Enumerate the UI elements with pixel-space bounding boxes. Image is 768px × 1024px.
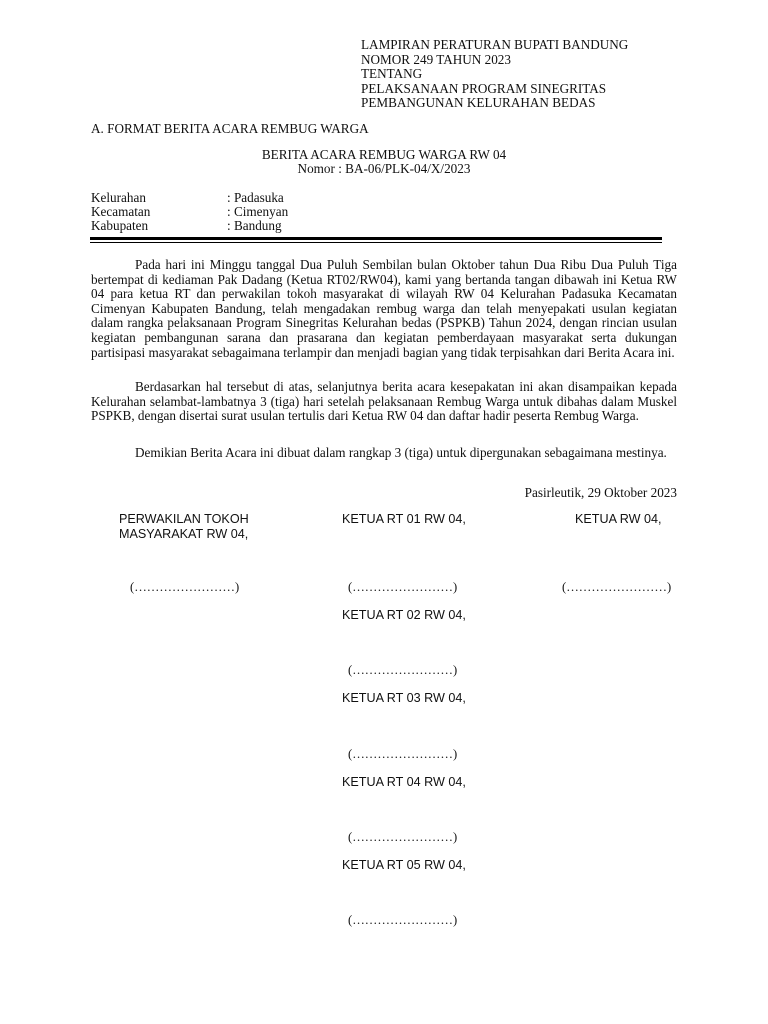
signature-label-rt03: KETUA RT 03 RW 04, (342, 691, 466, 705)
document-number: Nomor : BA-06/PLK-04/X/2023 (297, 161, 471, 176)
header-line: TENTANG (361, 66, 423, 82)
signature-label-tokoh (119, 512, 249, 541)
signature-label-rt04: KETUA RT 04 RW 04, (342, 775, 466, 789)
header-divider-thin (90, 242, 662, 243)
info-row-kabupaten (91, 218, 282, 234)
signature-label-line: MASYARAKAT RW 04, (119, 526, 249, 541)
signature-line-tokoh: (……………………) (130, 580, 240, 594)
body-paragraph-3: Demikian Berita Acara ini dibuat dalam rangkap 3 (tiga) untuk dipergunakan sebagaimana mestinya. (135, 445, 667, 460)
info-label: Kecamatan (91, 204, 151, 219)
signature-label-rt02: KETUA RT 02 RW 04, (342, 608, 466, 622)
info-label: Kelurahan (91, 190, 146, 205)
signature-label-rt01: KETUA RT 01 RW 04, (342, 512, 466, 526)
signature-label-rw: KETUA RW 04, (575, 512, 662, 526)
info-label: Kabupaten (91, 218, 149, 233)
section-title: A. FORMAT BERITA ACARA REMBUG WARGA (91, 121, 369, 136)
signature-line-rt03: (……………………) (348, 747, 458, 761)
header-line: PELAKSANAAN PROGRAM SINEGRITAS (361, 80, 607, 96)
signature-line-rw: (……………………) (562, 580, 672, 594)
place-date: Pasirleutik, 29 Oktober 2023 (524, 485, 677, 500)
info-value: : Cimenyan (227, 204, 289, 219)
header-line: PEMBANGUNAN KELURAHAN BEDAS (361, 95, 596, 111)
header-line: NOMOR 249 TAHUN 2023 (361, 51, 511, 67)
signature-line-rt04: (……………………) (348, 830, 458, 844)
info-value: : Padasuka (227, 190, 284, 205)
signature-line-rt02: (……………………) (348, 663, 458, 677)
header-line: LAMPIRAN PERATURAN BUPATI BANDUNG (361, 37, 629, 52)
signature-line-rt01: (……………………) (348, 580, 458, 594)
regulation-header (361, 38, 628, 111)
header-divider-thick (90, 237, 662, 240)
document-title: BERITA ACARA REMBUG WARGA RW 04 (261, 147, 507, 162)
body-paragraph-2: Berdasarkan hal tersebut di atas, selanjutnya berita acara kesepakatan ini akan disampaikan kepada Kelurahan selambat-lambatnya 3 (tiga) hari setelah pelaksanaan Rembug Warga untuk dibahas dalam Muskel PSPKB, dengan disertai surat usulan tertulis dari Ketua RW 04 dan daftar hadir peserta Rembug Warga. (91, 379, 677, 424)
info-value: : Bandung (227, 218, 282, 233)
signature-line-rt05: (……………………) (348, 913, 458, 927)
signature-label-rt05: KETUA RT 05 RW 04, (342, 858, 466, 872)
signature-label-line: PERWAKILAN TOKOH (119, 512, 249, 526)
body-paragraph-1: Pada hari ini Minggu tanggal Dua Puluh Sembilan bulan Oktober tahun Dua Ribu Dua Puluh Tiga bertempat di kediaman Pak Dadang (Ketua RT02/RW04), kami yang bertanda tangan dibawah ini Ketua RW 04 para ketua RT dan perwakilan tokoh masyarakat di wilayah RW 04 Kelurahan Padasuka Kecamatan Cimenyan Kabupaten Bandung, telah mengadakan rembug warga dan telah menyepakati usulan kegiatan dalam rangka pelaksanaan Program Sinegritas Kelurahan bedas (PSPKB) Tahun 2024, dengan rincian usulan kegiatan pembangunan sarana dan prasarana dan kegiatan pemberdayaan masyarakat serta dukungan partisipasi masyarakat sebagaimana terlampir dan menjadi bagian yang tidak terpisahkan dari Berita Acara ini. (91, 257, 677, 360)
